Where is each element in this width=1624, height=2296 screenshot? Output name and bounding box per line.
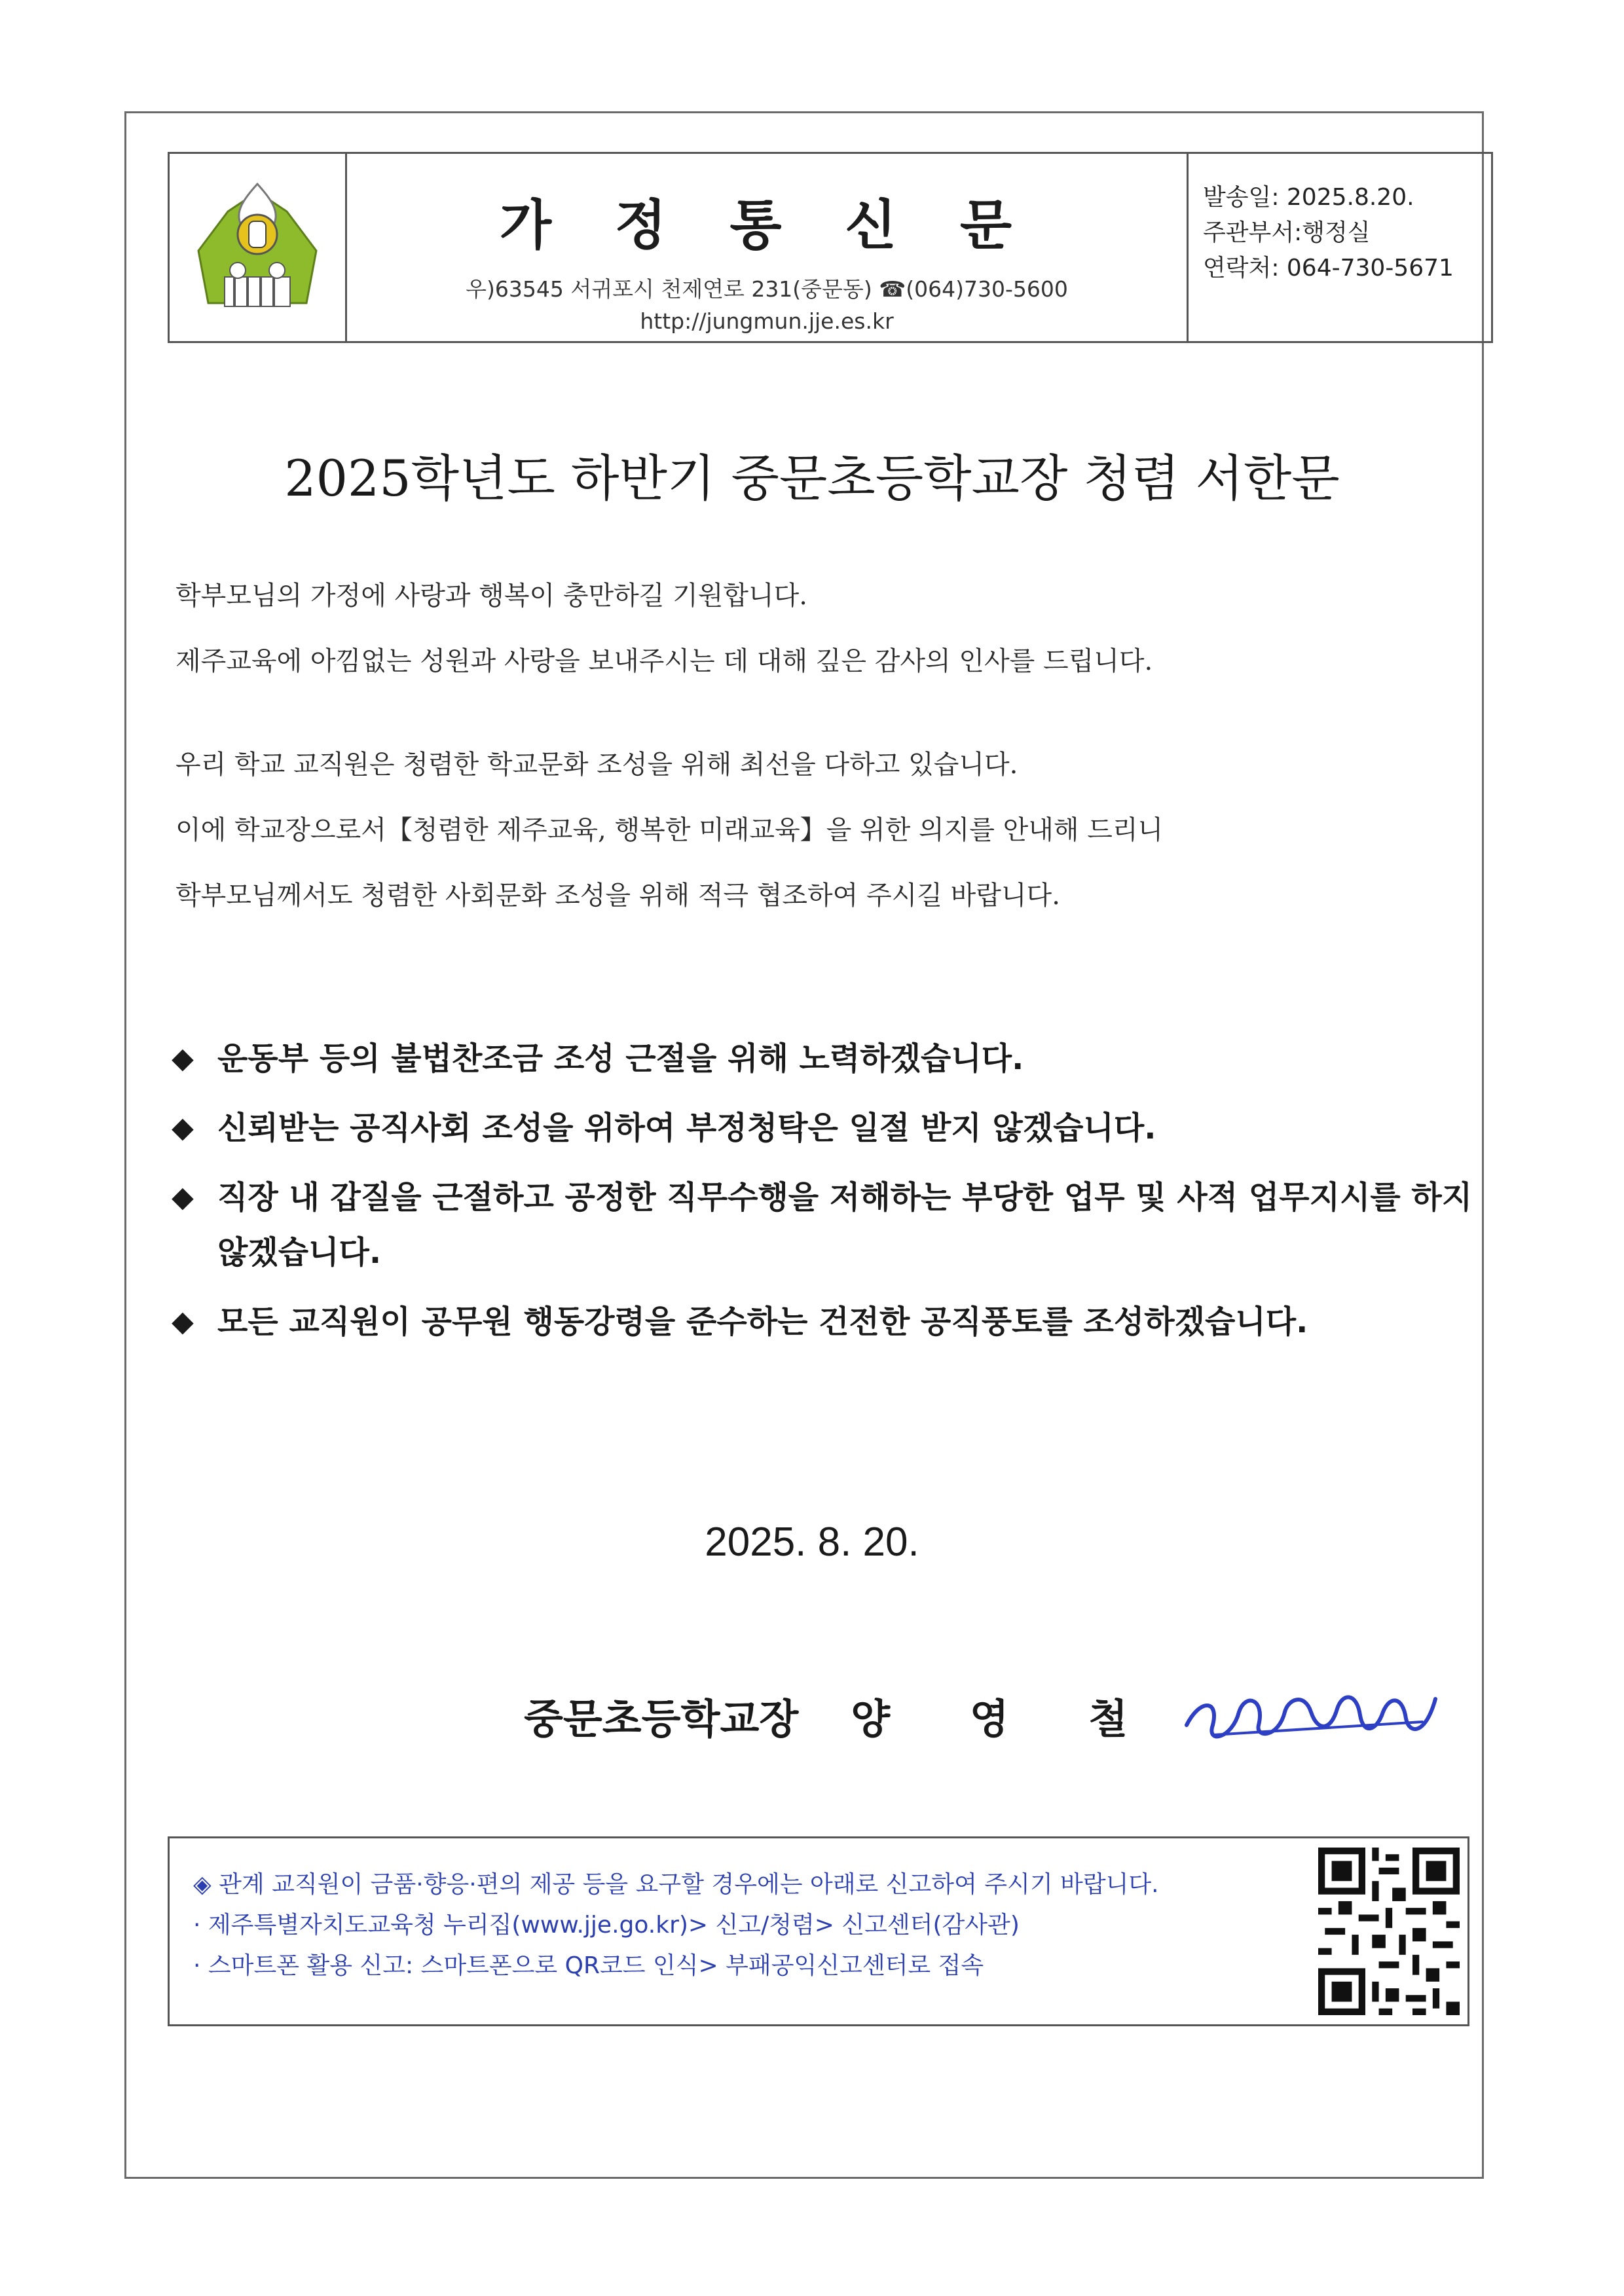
pledge-text: 모든 교직원이 공무원 행동강령을 준수하는 건전한 공직풍토를 조성하겠습니다. <box>217 1303 1308 1340</box>
letter-date: 2025. 8. 20. <box>705 1520 919 1565</box>
school-url[interactable]: http://jungmun.jje.es.kr <box>640 308 894 334</box>
school-address: 우)63545 서귀포시 천제연로 231(중문동) ☎(064)730-5600 <box>466 276 1068 302</box>
school-emblem-icon <box>189 172 326 323</box>
pledge-text: 신뢰받는 공직사회 조성을 위하여 부정청탁은 일절 받지 않겠습니다. <box>217 1110 1156 1146</box>
diamond-bullet-icon: ◆ <box>172 1111 194 1144</box>
newsletter-header <box>168 152 1493 343</box>
pledge-item <box>172 1031 1475 1086</box>
principal-name: 양 영 철 <box>851 1694 1161 1743</box>
send-date: 발송일: 2025.8.20. <box>1203 184 1414 211</box>
pledge-item <box>172 1294 1475 1349</box>
header-meta <box>1189 154 1491 341</box>
department: 주관부서:행정실 <box>1203 219 1371 246</box>
body-line: 우리 학교 교직원은 청렴한 학교문화 조성을 위해 최선을 다하고 있습니다. <box>175 750 1018 780</box>
pledge-text: 직장 내 갑질을 근절하고 공정한 직무수행을 저해하는 부당한 업무 및 사적 업무지시를 하지 않겠습니다. <box>217 1179 1473 1271</box>
pledge-list <box>172 1031 1475 1364</box>
report-line[interactable]: · 제주특별자치도교육청 누리집(www.jje.go.kr)> 신고/청렴> 신고센터(감사관) <box>193 1912 1020 1939</box>
pledge-text: 운동부 등의 불법찬조금 조성 근절을 위해 노력하겠습니다. <box>217 1040 1024 1077</box>
school-logo-cell <box>170 154 347 341</box>
principal-title: 중문초등학교장 <box>524 1694 799 1743</box>
report-line: · 스마트폰 활용 신고: 스마트폰으로 QR코드 인식> 부패공익신고센터로 접속 <box>193 1952 984 1979</box>
intro-line: 학부모님의 가정에 사랑과 행복이 충만하길 기원합니다. <box>175 581 808 611</box>
intro-paragraph <box>175 563 1459 694</box>
pledge-item <box>172 1101 1475 1156</box>
diamond-bullet-icon: ◆ <box>172 1042 194 1075</box>
report-lines <box>193 1865 1159 1986</box>
document-title: 2025학년도 하반기 중문초등학교장 청렴 서한문 <box>284 449 1340 507</box>
qr-code-icon[interactable] <box>1318 1848 1460 2015</box>
signature-block <box>524 1676 1449 1755</box>
body-line: 학부모님께서도 청렴한 사회문화 조성을 위해 적극 협조하여 주시길 바랍니다. <box>175 881 1060 911</box>
intro-line: 제주교육에 아낌없는 성원과 사랑을 보내주시는 데 대해 깊은 감사의 인사를 드립니다. <box>175 646 1153 676</box>
newsletter-title: 가 정 통 신 문 <box>499 194 1035 257</box>
body-paragraph <box>175 732 1459 928</box>
diamond-bullet-icon: ◆ <box>172 1180 194 1214</box>
report-line: ◈ 관계 교직원이 금품·향응·편의 제공 등을 요구할 경우에는 아래로 신고하여 주시기 바랍니다. <box>193 1871 1159 1898</box>
contact: 연락처: 064-730-5671 <box>1203 255 1454 282</box>
header-center <box>347 154 1189 341</box>
handwritten-signature <box>1173 1673 1449 1758</box>
body-line: 이에 학교장으로서【청렴한 제주교육, 행복한 미래교육】을 위한 의지를 안내해 드리니 <box>175 815 1164 845</box>
diamond-bullet-icon: ◆ <box>172 1305 194 1338</box>
report-info-box <box>168 1836 1469 2026</box>
pledge-item <box>172 1170 1475 1280</box>
